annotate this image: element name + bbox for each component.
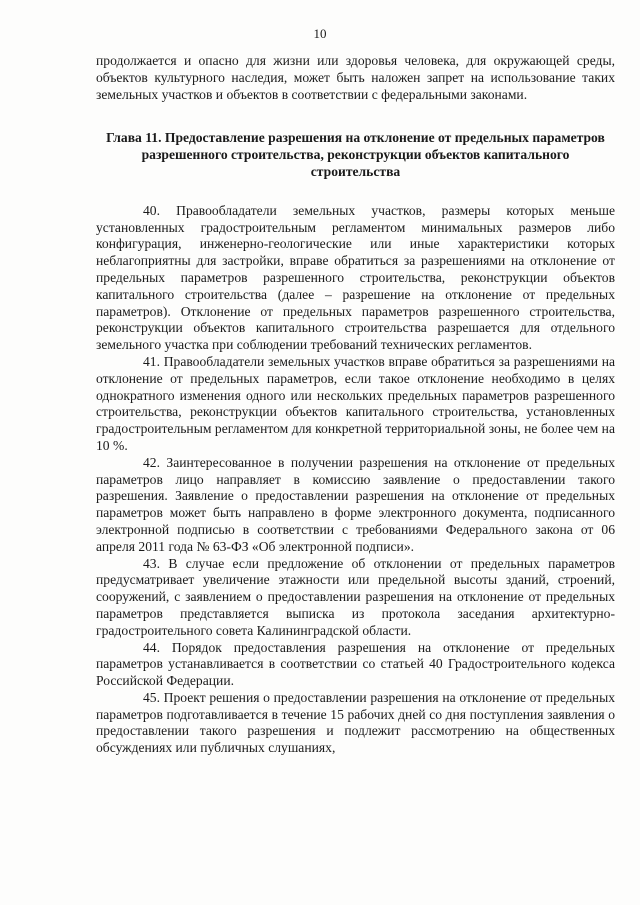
page-content xyxy=(96,53,615,757)
page-number: 10 xyxy=(313,26,327,41)
paragraph-45: 45. Проект решения о предоставлении разрешения на отклонение от предельных параметров подготавливается в течение 15 рабочих дней со дня поступления заявления о предоставлении такого разрешения и подлежит рассмотрению на общественных обсуждениях или публичных слушаниях, xyxy=(96,689,615,756)
paragraph-43: 43. В случае если предложение об отклонении от предельных параметров предусматривает увеличение этажности или предельной высоты зданий, строений, сооружений, с заявлением о предоставлении разрешения на отклонение от предельных параметров представляется выписка из протокола заседания архитектурно-градостроительного совета Калининградской области. xyxy=(96,555,615,638)
paragraph-44: 44. Порядок предоставления разрешения на отклонение от предельных параметров устанавливается в соответствии со статьей 40 Градостроительного кодекса Российской Федерации. xyxy=(96,639,615,689)
paragraph-40: 40. Правообладатели земельных участков, размеры которых меньше установленных градостроительным регламентом минимальных размеров либо конфигурация, инженерно-геологические или иные характеристики которых неблагоприятны для застройки, вправе обратиться за разрешениями на отклонение от предельных параметров разрешенного строительства, реконструкции объектов капитального строительства (далее – разрешение на отклонение от предельных параметров). Отклонение от предельных параметров разрешенного строительства, реконструкции объектов капитального строительства разрешается для отдельного земельного участка при соблюдении требований технических регламентов. xyxy=(96,202,615,353)
chapter-heading: Глава 11. Предоставление разрешения на отклонение от предельных параметров разрешенного строительства, реконструкции объектов капитального строительства xyxy=(106,130,605,179)
continued-paragraph: продолжается и опасно для жизни или здоровья человека, для окружающей среды, объектов культурного наследия, может быть наложен запрет на использование таких земельных участков и объектов в соответствии с федеральными законами. xyxy=(96,53,615,102)
paragraph-42: 42. Заинтересованное в получении разрешения на отклонение от предельных параметров лицо направляет в комиссию заявление о предоставлении такого разрешения. Заявление о предоставлении разрешения на отклонение от предельных параметров может быть направлено в форме электронного документа, подписанного электронной подписью в соответствии с требованиями Федерального закона от 06 апреля 2011 года № 63-ФЗ «Об электронной подписи». xyxy=(96,454,615,554)
paragraph-41: 41. Правообладатели земельных участков вправе обратиться за разрешениями на отклонение от предельных параметров, если такое отклонение необходимо в целях однократного изменения одного или нескольких предельных параметров разрешенного строительства, реконструкции объектов капитального строительства, установленных градостроительным регламентом для конкретной территориальной зоны, не более чем на 10 %. xyxy=(96,353,615,453)
